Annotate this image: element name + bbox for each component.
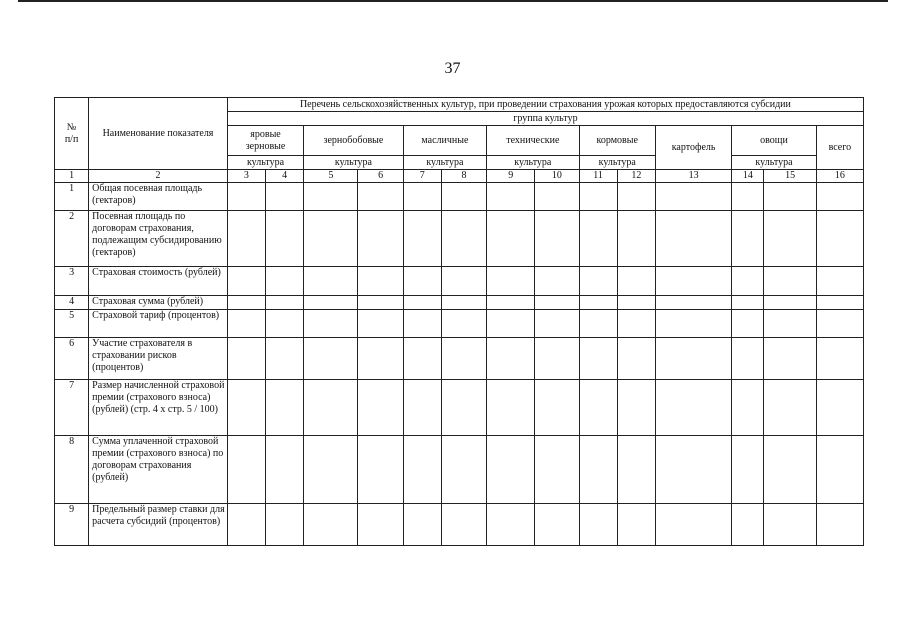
table-row: [55, 267, 864, 296]
table-row: [55, 296, 864, 310]
kultura-label: культура: [487, 156, 579, 170]
group-ovoshchi: овощи: [732, 126, 816, 156]
top-border-line: [18, 0, 888, 2]
group-kartofel: картофель: [655, 126, 731, 170]
group-zernobobovye: зернобобовые: [304, 126, 403, 156]
column-number: 7: [403, 170, 441, 183]
header-col-no: № п/п: [55, 98, 89, 170]
column-number-row: [55, 170, 864, 183]
kultura-label: культура: [304, 156, 403, 170]
row-label: Участие страхователя в страховании рисков (процентов): [89, 338, 228, 380]
group-kormovye: кормовые: [579, 126, 655, 156]
column-number: 10: [535, 170, 579, 183]
column-number: 3: [227, 170, 265, 183]
table-row: [55, 380, 864, 436]
row-number: 2: [55, 211, 89, 267]
group-maslichnye: масличные: [403, 126, 486, 156]
table-row: [55, 211, 864, 267]
column-number: 5: [304, 170, 358, 183]
column-number: 1: [55, 170, 89, 183]
column-number: 11: [579, 170, 617, 183]
column-number: 15: [764, 170, 816, 183]
page-number: 37: [444, 60, 461, 77]
row-label: Посевная площадь по договорам страхования, подлежащим субсидированию (гектаров): [89, 211, 228, 267]
group-tekhnicheskie: технические: [487, 126, 579, 156]
table-row: [55, 504, 864, 546]
row-number: 7: [55, 380, 89, 436]
column-number: 16: [816, 170, 863, 183]
column-number: 4: [266, 170, 304, 183]
row-label: Предельный размер ставки для расчета субсидий (процентов): [89, 504, 228, 546]
row-number: 3: [55, 267, 89, 296]
row-number: 5: [55, 310, 89, 338]
table-row: [55, 436, 864, 504]
row-number: 4: [55, 296, 89, 310]
header-col-name: Наименование показателя: [89, 98, 228, 170]
row-label: Размер начисленной страховой премии (страхового взноса) (рублей) (стр. 4 х стр. 5 / 100): [89, 380, 228, 436]
kultura-label: культура: [227, 156, 303, 170]
column-number: 6: [358, 170, 403, 183]
row-label: Страховая стоимость (рублей): [89, 267, 228, 296]
column-number: 12: [617, 170, 655, 183]
column-number: 14: [732, 170, 764, 183]
column-number: 13: [655, 170, 731, 183]
row-label: Страховая сумма (рублей): [89, 296, 228, 310]
kultura-label: культура: [732, 156, 816, 170]
table-row: [55, 310, 864, 338]
group-yarovye-zernovye: яровые зерновые: [227, 126, 303, 156]
row-number: 8: [55, 436, 89, 504]
row-number: 9: [55, 504, 89, 546]
column-number: 9: [487, 170, 535, 183]
table-row: [55, 183, 864, 211]
row-number: 6: [55, 338, 89, 380]
row-label: Общая посевная площадь (гектаров): [89, 183, 228, 211]
column-number: 8: [441, 170, 486, 183]
row-label: Страховой тариф (процентов): [89, 310, 228, 338]
kultura-label: культура: [403, 156, 486, 170]
group-vsego: всего: [816, 126, 863, 170]
header-list-title: Перечень сельскохозяйственных культур, при проведении страхования урожая которых предоставляются субсидии: [227, 98, 863, 112]
row-number: 1: [55, 183, 89, 211]
kultura-label: культура: [579, 156, 655, 170]
header-group-title: группа культур: [227, 112, 863, 126]
subsidy-table: [54, 97, 864, 546]
column-number: 2: [89, 170, 228, 183]
row-label: Сумма уплаченной страховой премии (страхового взноса) по договорам страхования (рублей): [89, 436, 228, 504]
table-row: [55, 338, 864, 380]
